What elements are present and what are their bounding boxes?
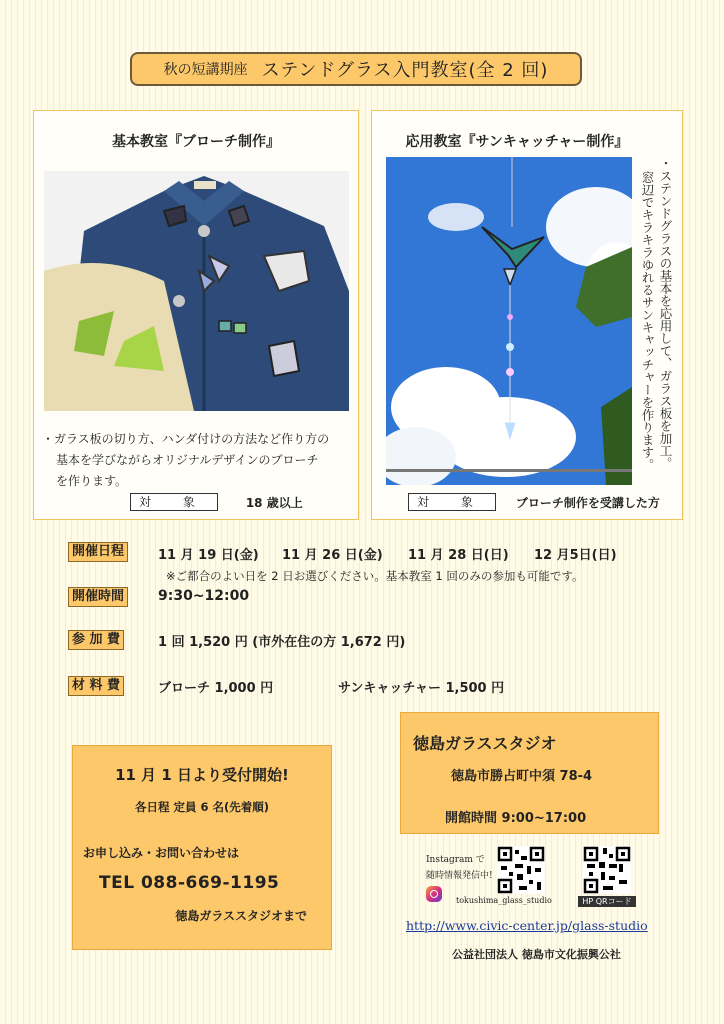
hp-qr-label: HP QRコード: [578, 896, 636, 907]
organization-name: 公益社団法人 徳島市文化振興公社: [452, 948, 621, 961]
advanced-course-title: 応用教室『サンキャッチャー制作』: [405, 134, 629, 150]
material-brooch: ブローチ 1,000 円: [158, 681, 274, 696]
time-value: 9:30~12:00: [158, 588, 250, 604]
advanced-course-card: [371, 110, 683, 520]
instagram-icon[interactable]: [426, 886, 442, 902]
target-value: 18 歳以上: [245, 495, 303, 510]
studio-name: 徳島ガラススタジオ: [413, 734, 557, 753]
contact-to: 徳島ガラススタジオまで: [175, 909, 307, 923]
instagram-qr-code[interactable]: [497, 846, 545, 894]
advanced-course-vertical-text: ・ステンドグラスの基本を応用して、ガラス板を加工。 窓辺でキラキラゆれるサンキャッチャーを作ります。: [640, 157, 673, 471]
registration-capacity: 各日程 定員 6 名(先着順): [134, 800, 270, 814]
material-label: 材 料 費: [68, 676, 124, 696]
basic-course-title: 基本教室『ブローチ制作』: [112, 134, 280, 150]
time-label: 開催時間: [68, 587, 128, 607]
fee-label: 参 加 費: [68, 630, 124, 650]
target-value: ブローチ制作を受講した方: [515, 495, 660, 510]
instagram-line2: 随時情報発信中!: [426, 871, 493, 881]
date-4: 12 月5日(日): [534, 548, 617, 563]
target-label: 対 象: [130, 493, 218, 511]
studio-box: [400, 712, 659, 834]
fee-value: 1 回 1,520 円 (市外在住の方 1,672 円): [158, 635, 406, 650]
basic-course-target: [130, 493, 303, 511]
dates-label: 開催日程: [68, 542, 128, 562]
material-suncatcher: サンキャッチャー 1,500 円: [338, 681, 505, 696]
date-1: 11 月 19 日(金): [158, 548, 259, 563]
basic-course-description: ・ガラス板の切り方、ハンダ付けの方法など作り方の 基本を学びながらオリジナルデザインのブローチ を作ります。: [42, 432, 330, 488]
contact-tel: TEL 088-669-1195: [99, 873, 280, 893]
brooch-photo: [44, 171, 349, 411]
date-3: 11 月 28 日(日): [408, 548, 509, 563]
instagram-handle: tokushima_glass_studio: [456, 896, 552, 905]
dates-note: ※ご都合のよい日を 2 日お選びください。基本教室 1 回のみの参加も可能です。: [166, 569, 584, 583]
target-label: 対 象: [408, 493, 496, 511]
registration-box: [72, 745, 332, 950]
hp-qr-code[interactable]: [583, 846, 631, 894]
suncatcher-photo: [386, 157, 632, 485]
title-banner: [130, 52, 582, 86]
studio-hours: 開館時間 9:00~17:00: [445, 811, 587, 826]
website-link[interactable]: http://www.civic-center.jp/glass-studio: [406, 918, 648, 933]
date-2: 11 月 26 日(金): [282, 548, 383, 563]
page-title: ステンドグラス入門教室(全 2 回): [261, 60, 549, 81]
instagram-line1: Instagram で: [426, 855, 485, 865]
title-subtitle: 秋の短講期座: [163, 62, 248, 78]
studio-address: 徳島市勝占町中須 78-4: [451, 769, 593, 784]
basic-course-card: [33, 110, 359, 520]
advanced-course-target: [408, 493, 660, 511]
registration-start: 11 月 1 日より受付開始!: [115, 766, 289, 784]
contact-intro: お申し込み・お問い合わせは: [83, 846, 240, 860]
